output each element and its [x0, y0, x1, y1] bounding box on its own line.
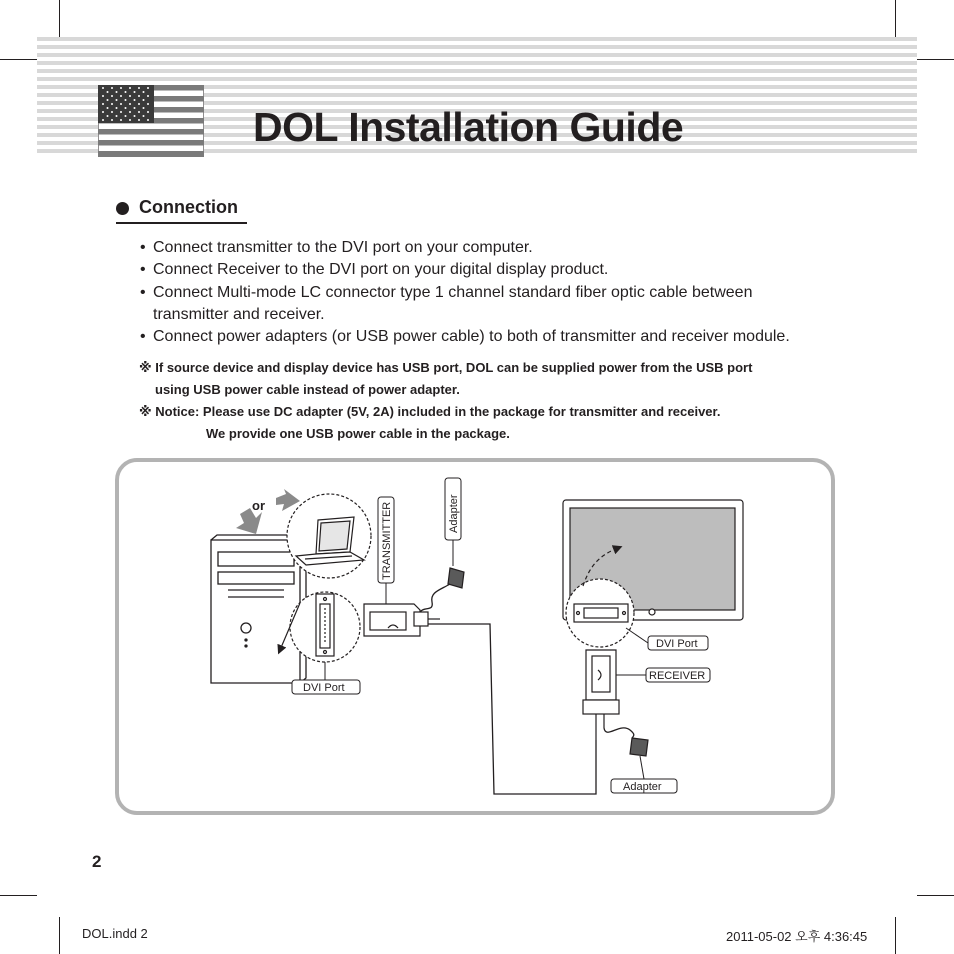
footer-timestamp: 2011-05-02 오후 4:36:45: [726, 929, 868, 944]
receiver-module-icon: [583, 650, 619, 740]
bullet-mark: •: [140, 261, 146, 278]
bullet-mark: •: [140, 328, 146, 345]
list-item-continuation: transmitter and receiver.: [153, 306, 325, 323]
or-label: or: [252, 498, 265, 513]
display-dvi-port-icon: [574, 604, 628, 622]
usb-note-line2: using USB power cable instead of power adapter.: [155, 382, 460, 397]
fiber-optic-cable: [460, 624, 596, 794]
note-mark: ※: [139, 404, 152, 419]
page-number: 2: [92, 852, 102, 871]
notice-line2: We provide one USB power cable in the package.: [206, 426, 510, 441]
transmitter-module-icon: [364, 604, 460, 636]
section-heading: Connection: [139, 197, 238, 217]
footer-file-name: DOL.indd 2: [82, 926, 148, 941]
note-text: Notice: Please use DC adapter (5V, 2A) included in the package for transmitter and receiver.: [155, 404, 721, 419]
note-mark: ※: [139, 360, 152, 375]
page-title: DOL Installation Guide: [253, 104, 684, 150]
tx-power-adapter-icon: [448, 568, 464, 588]
receiver-label: RECEIVER: [649, 670, 706, 682]
rx-adapter-label: Adapter: [623, 781, 662, 793]
pc-dvi-port-label: DVI Port: [303, 682, 345, 694]
dvi-port-icon: [316, 594, 334, 656]
tx-adapter-label: Adapter: [448, 494, 460, 533]
rx-power-adapter-icon: [630, 738, 648, 756]
arrow-to-laptop-icon: [276, 489, 300, 511]
desktop-pc-icon: [211, 535, 306, 683]
display-dvi-port-label: DVI Port: [656, 638, 698, 650]
bullet-mark: •: [140, 284, 146, 301]
list-item-text: Connect Multi-mode LC connector type 1 channel standard fiber optic cable between: [153, 284, 753, 301]
list-item-text: Connect power adapters (or USB power cable) to both of transmitter and receiver module.: [153, 328, 790, 345]
note-text: If source device and display device has USB port, DOL can be supplied power from the USB port: [155, 360, 753, 375]
list-item-text: Connect transmitter to the DVI port on your computer.: [153, 239, 533, 256]
bullet-mark: •: [140, 239, 146, 256]
list-item-text: Connect Receiver to the DVI port on your digital display product.: [153, 261, 609, 278]
transmitter-label: TRANSMITTER: [381, 501, 393, 580]
